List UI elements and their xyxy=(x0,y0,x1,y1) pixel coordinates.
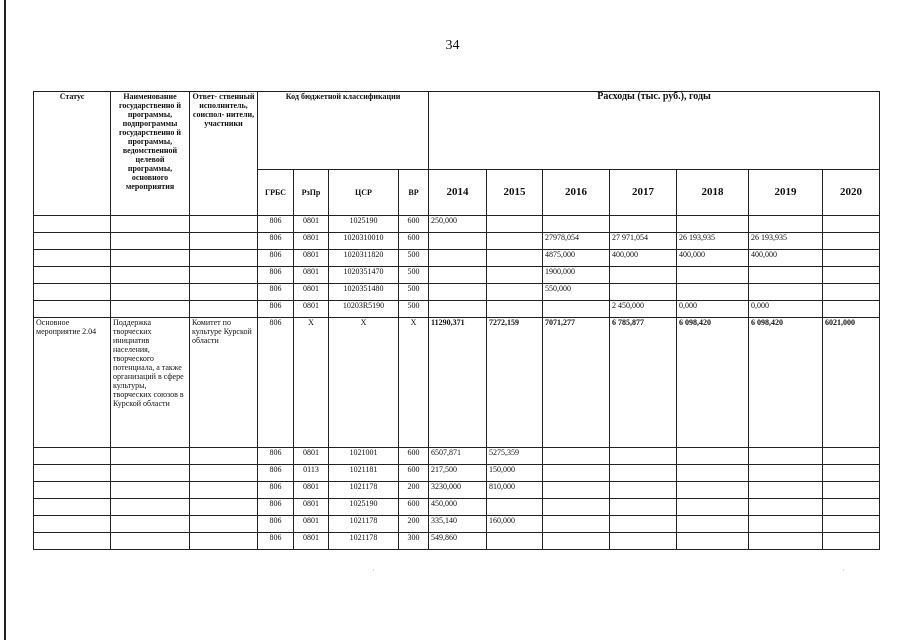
value-cell xyxy=(610,448,677,465)
table-row xyxy=(34,284,880,301)
value-cell xyxy=(677,448,749,465)
table-row xyxy=(34,516,880,533)
value-cell xyxy=(749,482,823,499)
status-cell xyxy=(34,216,111,233)
value-cell: 5275,359 xyxy=(487,448,543,465)
status-cell xyxy=(34,499,111,516)
header-year: 2016 xyxy=(543,170,610,216)
vr-cell: 600 xyxy=(399,233,429,250)
grbs-cell: 806 xyxy=(258,465,294,482)
value-cell xyxy=(749,516,823,533)
value-cell xyxy=(677,284,749,301)
value-cell: 250,000 xyxy=(429,216,487,233)
vr-cell: 500 xyxy=(399,301,429,318)
value-cell xyxy=(610,499,677,516)
header-csr: ЦСР xyxy=(329,170,399,216)
value-cell xyxy=(677,465,749,482)
value-cell: 6507,871 xyxy=(429,448,487,465)
name-cell xyxy=(111,301,190,318)
value-cell xyxy=(749,465,823,482)
rzpr-cell: 0801 xyxy=(294,301,329,318)
value-cell xyxy=(823,301,880,318)
table-row xyxy=(34,533,880,550)
table-row xyxy=(34,482,880,499)
value-cell xyxy=(677,533,749,550)
name-cell xyxy=(111,216,190,233)
csr-cell: 1021178 xyxy=(329,533,399,550)
page-number: 34 xyxy=(445,38,460,53)
name-cell xyxy=(111,465,190,482)
value-cell xyxy=(677,216,749,233)
header-expenses: Расходы (тыс. руб.), годы xyxy=(429,92,880,170)
main-status: Основное мероприятие 2.04 xyxy=(34,318,111,448)
main-value: 6 098,420 xyxy=(749,318,823,448)
value-cell xyxy=(823,284,880,301)
value-cell: 0,000 xyxy=(749,301,823,318)
value-cell xyxy=(610,284,677,301)
grbs-cell: 806 xyxy=(258,267,294,284)
status-cell xyxy=(34,301,111,318)
value-cell: 160,000 xyxy=(487,516,543,533)
csr-cell: 1025190 xyxy=(329,499,399,516)
executor-cell xyxy=(190,250,258,267)
value-cell: 549,860 xyxy=(429,533,487,550)
rzpr-cell: 0801 xyxy=(294,284,329,301)
csr-cell: 10203R5190 xyxy=(329,301,399,318)
status-cell xyxy=(34,233,111,250)
value-cell xyxy=(823,516,880,533)
header-year: 2019 xyxy=(749,170,823,216)
value-cell xyxy=(543,516,610,533)
value-cell xyxy=(429,233,487,250)
value-cell xyxy=(487,216,543,233)
executor-cell xyxy=(190,482,258,499)
vr-cell: 500 xyxy=(399,284,429,301)
header-year: 2017 xyxy=(610,170,677,216)
value-cell xyxy=(543,448,610,465)
value-cell: 3230,000 xyxy=(429,482,487,499)
value-cell xyxy=(543,533,610,550)
value-cell xyxy=(677,516,749,533)
header-year: 2018 xyxy=(677,170,749,216)
value-cell: 26 193,935 xyxy=(677,233,749,250)
table-body-top xyxy=(34,216,880,318)
csr-cell: 1020311820 xyxy=(329,250,399,267)
vr-cell: 600 xyxy=(399,448,429,465)
name-cell xyxy=(111,482,190,499)
name-cell xyxy=(111,499,190,516)
vr-cell: 600 xyxy=(399,499,429,516)
executor-cell xyxy=(190,499,258,516)
rzpr-cell: 0801 xyxy=(294,267,329,284)
scan-artifact: · xyxy=(842,566,845,575)
name-cell xyxy=(111,250,190,267)
header-year: 2020 xyxy=(823,170,880,216)
main-value: 11290,371 xyxy=(429,318,487,448)
value-cell xyxy=(487,233,543,250)
status-cell xyxy=(34,250,111,267)
header-year: 2015 xyxy=(487,170,543,216)
value-cell: 810,000 xyxy=(487,482,543,499)
value-cell xyxy=(749,216,823,233)
name-cell xyxy=(111,233,190,250)
value-cell: 400,000 xyxy=(677,250,749,267)
value-cell: 450,000 xyxy=(429,499,487,516)
value-cell xyxy=(429,301,487,318)
header-grbs: ГРБС xyxy=(258,170,294,216)
table-row xyxy=(34,499,880,516)
value-cell xyxy=(610,533,677,550)
vr-cell: 600 xyxy=(399,216,429,233)
value-cell xyxy=(677,482,749,499)
table-body-bottom xyxy=(34,448,880,550)
table-row-main xyxy=(34,318,880,448)
table-row xyxy=(34,448,880,465)
table-row xyxy=(34,465,880,482)
grbs-cell: 806 xyxy=(258,284,294,301)
value-cell xyxy=(487,499,543,516)
csr-cell: 1020351470 xyxy=(329,267,399,284)
value-cell: 1900,000 xyxy=(543,267,610,284)
csr-cell: 1025190 xyxy=(329,216,399,233)
main-value: 6 785,877 xyxy=(610,318,677,448)
value-cell: 0,000 xyxy=(677,301,749,318)
vr-cell: 500 xyxy=(399,250,429,267)
grbs-cell: 806 xyxy=(258,216,294,233)
rzpr-cell: 0801 xyxy=(294,533,329,550)
value-cell xyxy=(487,267,543,284)
rzpr-cell: 0801 xyxy=(294,448,329,465)
value-cell xyxy=(487,284,543,301)
page-edge-line xyxy=(4,0,6,640)
status-cell xyxy=(34,482,111,499)
value-cell: 27978,054 xyxy=(543,233,610,250)
value-cell: 4875,000 xyxy=(543,250,610,267)
name-cell xyxy=(111,284,190,301)
table-row xyxy=(34,267,880,284)
csr-cell: 1021178 xyxy=(329,516,399,533)
value-cell xyxy=(823,250,880,267)
csr-cell: 1020351480 xyxy=(329,284,399,301)
header-executor: Ответ- ственный исполнитель, соиспол- нители, участники xyxy=(190,92,258,216)
value-cell xyxy=(610,267,677,284)
status-cell xyxy=(34,533,111,550)
value-cell xyxy=(749,499,823,516)
executor-cell xyxy=(190,267,258,284)
main-name: Поддержка творческих инициатив населения, творческого потенциала, а также организаций в сфере культуры, творческих союзов в Курской области xyxy=(111,318,190,448)
main-grbs: 806 xyxy=(258,318,294,448)
executor-cell xyxy=(190,301,258,318)
value-cell xyxy=(610,516,677,533)
value-cell xyxy=(749,284,823,301)
value-cell xyxy=(823,216,880,233)
value-cell xyxy=(823,482,880,499)
vr-cell: 200 xyxy=(399,482,429,499)
value-cell xyxy=(823,533,880,550)
grbs-cell: 806 xyxy=(258,250,294,267)
status-cell xyxy=(34,284,111,301)
value-cell xyxy=(543,482,610,499)
value-cell xyxy=(429,284,487,301)
csr-cell: 1020310010 xyxy=(329,233,399,250)
vr-cell: 500 xyxy=(399,267,429,284)
table-row xyxy=(34,301,880,318)
value-cell xyxy=(823,233,880,250)
value-cell xyxy=(543,499,610,516)
status-cell xyxy=(34,516,111,533)
value-cell: 27 971,054 xyxy=(610,233,677,250)
main-value: 6 098,420 xyxy=(677,318,749,448)
scan-artifact: · xyxy=(372,566,375,575)
value-cell: 400,000 xyxy=(749,250,823,267)
grbs-cell: 806 xyxy=(258,233,294,250)
rzpr-cell: 0801 xyxy=(294,499,329,516)
name-cell xyxy=(111,448,190,465)
status-cell xyxy=(34,448,111,465)
value-cell xyxy=(749,267,823,284)
value-cell xyxy=(677,267,749,284)
value-cell xyxy=(487,301,543,318)
rzpr-cell: 0113 xyxy=(294,465,329,482)
executor-cell xyxy=(190,284,258,301)
header-budget-code: Код бюджетной классификации xyxy=(258,92,429,170)
name-cell xyxy=(111,516,190,533)
value-cell xyxy=(823,465,880,482)
value-cell xyxy=(487,250,543,267)
main-vr: X xyxy=(399,318,429,448)
executor-cell xyxy=(190,465,258,482)
grbs-cell: 806 xyxy=(258,533,294,550)
value-cell xyxy=(749,533,823,550)
executor-cell xyxy=(190,516,258,533)
rzpr-cell: 0801 xyxy=(294,482,329,499)
value-cell xyxy=(823,448,880,465)
name-cell xyxy=(111,533,190,550)
value-cell: 2 450,000 xyxy=(610,301,677,318)
rzpr-cell: 0801 xyxy=(294,233,329,250)
rzpr-cell: 0801 xyxy=(294,250,329,267)
main-rzpr: X xyxy=(294,318,329,448)
header-rzpr: РзПр xyxy=(294,170,329,216)
vr-cell: 300 xyxy=(399,533,429,550)
grbs-cell: 806 xyxy=(258,482,294,499)
grbs-cell: 806 xyxy=(258,499,294,516)
main-value: 6021,000 xyxy=(823,318,880,448)
grbs-cell: 806 xyxy=(258,516,294,533)
status-cell xyxy=(34,465,111,482)
value-cell xyxy=(749,448,823,465)
value-cell: 217,500 xyxy=(429,465,487,482)
value-cell xyxy=(487,533,543,550)
budget-table xyxy=(33,91,880,550)
header-name: Наименование государственно й программы, подпрограммы государственно й программы, ведомственной целевой программы, основного мероприятия xyxy=(111,92,190,216)
value-cell xyxy=(610,216,677,233)
rzpr-cell: 0801 xyxy=(294,516,329,533)
value-cell xyxy=(543,216,610,233)
executor-cell xyxy=(190,233,258,250)
table-body-main xyxy=(34,318,880,448)
csr-cell: 1021181 xyxy=(329,465,399,482)
value-cell xyxy=(823,267,880,284)
csr-cell: 1021001 xyxy=(329,448,399,465)
status-cell xyxy=(34,267,111,284)
main-value: 7071,277 xyxy=(543,318,610,448)
value-cell xyxy=(823,499,880,516)
value-cell: 150,000 xyxy=(487,465,543,482)
vr-cell: 200 xyxy=(399,516,429,533)
executor-cell xyxy=(190,448,258,465)
value-cell: 400,000 xyxy=(610,250,677,267)
executor-cell xyxy=(190,216,258,233)
csr-cell: 1021178 xyxy=(329,482,399,499)
value-cell xyxy=(429,250,487,267)
main-csr: X xyxy=(329,318,399,448)
value-cell xyxy=(610,482,677,499)
header-year: 2014 xyxy=(429,170,487,216)
main-value: 7272,159 xyxy=(487,318,543,448)
value-cell: 26 193,935 xyxy=(749,233,823,250)
value-cell xyxy=(543,301,610,318)
table-row xyxy=(34,216,880,233)
grbs-cell: 806 xyxy=(258,448,294,465)
executor-cell xyxy=(190,533,258,550)
table-row xyxy=(34,250,880,267)
vr-cell: 600 xyxy=(399,465,429,482)
header-status: Статус xyxy=(34,92,111,216)
value-cell: 335,140 xyxy=(429,516,487,533)
name-cell xyxy=(111,267,190,284)
value-cell xyxy=(677,499,749,516)
value-cell: 550,000 xyxy=(543,284,610,301)
value-cell xyxy=(610,465,677,482)
main-executor: Комитет по культуре Курской области xyxy=(190,318,258,448)
value-cell xyxy=(543,465,610,482)
header-vr: ВР xyxy=(399,170,429,216)
value-cell xyxy=(429,267,487,284)
grbs-cell: 806 xyxy=(258,301,294,318)
rzpr-cell: 0801 xyxy=(294,216,329,233)
table-row xyxy=(34,233,880,250)
